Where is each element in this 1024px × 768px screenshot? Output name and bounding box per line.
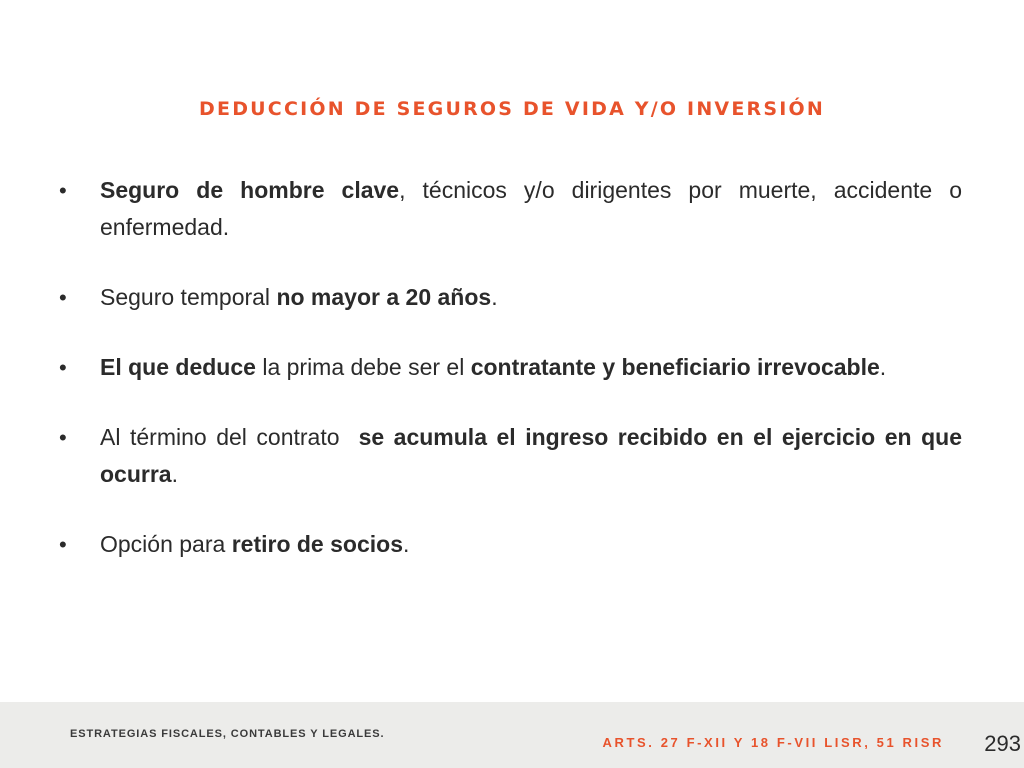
footer-legal-reference: ARTS. 27 F-XII Y 18 F-VII LISR, 51 RISR — [602, 735, 944, 750]
page-number: 293 — [984, 731, 1021, 756]
bullet-text-bold: retiro de socios — [231, 531, 403, 557]
bullet-item — [56, 172, 962, 246]
bullet-text: . — [491, 284, 498, 310]
bullet-text: Opción para — [100, 531, 232, 557]
bullet-text-bold: contratante y beneficiario irrevocable — [470, 354, 880, 380]
bullet-text-bold: se acumula el ingreso recibido en el ejercicio en que ocurra — [100, 424, 962, 487]
bullet-text-bold: Seguro de hombre clave — [100, 177, 400, 203]
bullet-item — [56, 526, 962, 563]
bullet-item — [56, 349, 962, 386]
bullet-text: . — [879, 354, 887, 380]
bullet-text: . — [171, 461, 178, 487]
bullet-text: . — [402, 531, 410, 557]
bullet-text: , técnicos y/o dirigentes por muerte, accidente o enfermedad. — [100, 177, 963, 240]
bullet-text-bold: no mayor a 20 años — [276, 284, 492, 310]
footer-organization: ESTRATEGIAS FISCALES, CONTABLES Y LEGALES. — [70, 728, 385, 740]
bullet-text: la prima debe ser el — [255, 354, 471, 380]
bullet-text: Seguro temporal — [100, 284, 277, 310]
bullet-text-bold: El que deduce — [100, 354, 256, 380]
bullet-item — [56, 279, 962, 316]
bullet-item — [56, 419, 962, 493]
bullet-text: Al término del contrato — [100, 424, 359, 450]
bullet-list — [56, 172, 962, 596]
slide-title: DEDUCCIÓN DE SEGUROS DE VIDA Y/O INVERSIÓN — [199, 98, 825, 120]
